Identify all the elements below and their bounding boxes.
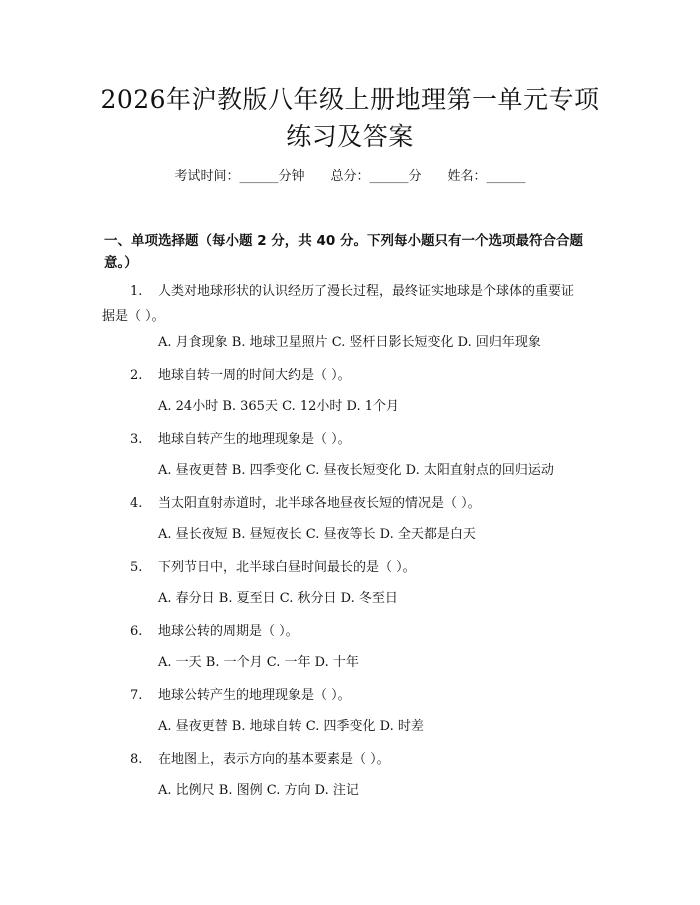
question-number: 1. — [130, 284, 143, 299]
question-1 — [102, 279, 605, 329]
exam-meta-line — [0, 167, 700, 187]
question-number: 8. — [130, 752, 143, 767]
question-text: 地球公转产生的地理现象是（ ）。 — [158, 688, 351, 703]
question-number: 7. — [130, 688, 143, 703]
question-6-options: A. 一天 B. 一个月 C. 一年 D. 十年 — [158, 655, 359, 670]
question-number: 4. — [130, 496, 143, 511]
question-number: 5. — [130, 560, 143, 575]
question-4 — [130, 491, 605, 516]
question-text: 地球公转的周期是（ ）。 — [158, 624, 299, 639]
question-text: 当太阳直射赤道时，北半球各地昼夜长短的情况是（ ）。 — [158, 496, 481, 511]
document-title-line-1: 2026年沪教版八年级上册地理第一单元专项 — [100, 85, 600, 114]
question-2 — [130, 363, 605, 388]
question-4-options: A. 昼长夜短 B. 昼短夜长 C. 昼夜等长 D. 全天都是白天 — [158, 527, 476, 542]
question-text: 地球自转产生的地理现象是（ ）。 — [158, 432, 351, 447]
question-number: 2. — [130, 368, 143, 383]
question-8-options: A. 比例尺 B. 图例 C. 方向 D. 注记 — [158, 783, 359, 798]
document-title-line-2: 练习及答案 — [286, 122, 414, 151]
question-8 — [130, 747, 605, 772]
question-text: 人类对地球形状的认识经历了漫长过程，最终证实地球是个球体的重要证 — [158, 284, 575, 299]
question-number: 3. — [130, 432, 143, 447]
section-heading — [104, 230, 604, 274]
question-number: 6. — [130, 624, 143, 639]
question-7-options: A. 昼夜更替 B. 地球自转 C. 四季变化 D. 时差 — [158, 719, 424, 734]
question-6 — [130, 619, 605, 644]
total-score-field: 总分：______分 — [330, 169, 422, 184]
question-3-options: A. 昼夜更替 B. 四季变化 C. 昼夜长短变化 D. 太阳直射点的回归运动 — [158, 463, 554, 478]
question-3 — [130, 427, 605, 452]
question-text: 下列节日中，北半球白昼时间最长的是（ ）。 — [158, 560, 416, 575]
question-text: 地球自转一周的时间大约是（ ）。 — [158, 368, 351, 383]
student-name-field: 姓名：______ — [447, 169, 526, 184]
question-text-continued: 据是（ ）。 — [102, 309, 165, 324]
section-heading-line-2: 意。） — [104, 255, 138, 271]
question-1-options: A. 月食现象 B. 地球卫星照片 C. 竖杆日影长短变化 D. 回归年现象 — [158, 335, 541, 350]
section-heading-line-1: 一、单项选择题（每小题 2 分，共 40 分。下列每小题只有一个选项最符合合题 — [104, 233, 583, 249]
question-5-options: A. 春分日 B. 夏至日 C. 秋分日 D. 冬至日 — [158, 591, 398, 606]
question-5 — [130, 555, 605, 580]
question-text: 在地图上，表示方向的基本要素是（ ）。 — [158, 752, 390, 767]
exam-time-field: 考试时间：______分钟 — [174, 169, 305, 184]
question-2-options: A. 24小时 B. 365天 C. 12小时 D. 1个月 — [158, 399, 400, 414]
question-7 — [130, 683, 605, 708]
